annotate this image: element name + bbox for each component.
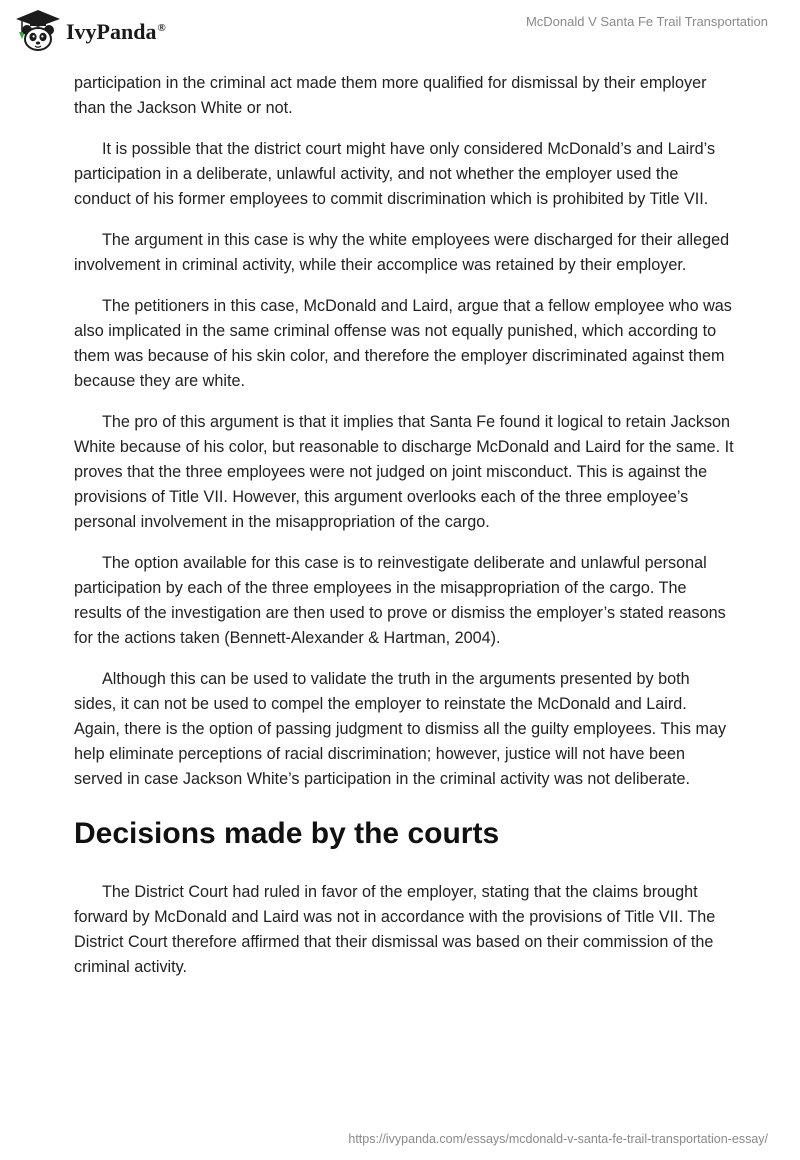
source-url-link[interactable]: https://ivypanda.com/essays/mcdonald-v-santa-fe-trail-transportation-essay/ (348, 1132, 768, 1146)
registered-mark: ® (157, 21, 166, 34)
paragraph: It is possible that the district court might have only considered McDonald’s and Laird’s participation in a deliberate, unlawful activity, and not whether the employer used the conduct of his former employees to commit discrimination which is prohibited by Title VII. (74, 140, 716, 208)
section-heading: Decisions made by the courts (74, 817, 500, 850)
paragraph: The District Court had ruled in favor of the employer, stating that the claims brought forward by McDonald and Laird was not in accordance with the provisions of Title VII. The District Court therefore affirmed that their dismissal was based on their commission of the criminal activity. (74, 883, 716, 976)
panda-graduate-icon (14, 8, 62, 52)
essay-body (74, 71, 734, 996)
paragraph: The petitioners in this case, McDonald and Laird, argue that a fellow employee who was also implicated in the same criminal offense was not equally punished, which according to them was because of his skin color, and therefore the employer discriminated against them because they are white. (74, 297, 732, 390)
ivypanda-logo[interactable] (14, 8, 166, 52)
document-title: McDonald V Santa Fe Trail Transportation (525, 14, 768, 29)
paragraph: The option available for this case is to reinvestigate deliberate and unlawful personal participation by each of the three employees in the misappropriation of the cargo. The results of the investigation are then used to prove or dismiss the employer’s stated reasons for the actions taken (Bennett-Alexander & Hartman, 2004). (74, 554, 726, 647)
page-header (0, 0, 800, 62)
paragraph: participation in the criminal act made them more qualified for dismissal by their employer than the Jackson White or not. (74, 74, 707, 117)
paragraph: Although this can be used to validate the truth in the arguments presented by both sides, it can not be used to compel the employer to reinstate the McDonald and Laird. Again, there is the option of passing judgment to dismiss all the guilty employees. This may help eliminate perceptions of racial discrimination; however, justice will not have been served in case Jackson White’s participation in the criminal activity was not deliberate. (74, 670, 727, 788)
paragraph: The pro of this argument is that it implies that Santa Fe found it logical to retain Jackson White because of his color, but reasonable to discharge McDonald and Laird for the same. It proves that the three employees were not judged on joint misconduct. This is against the provisions of Title VII. However, this argument overlooks each of the three employee’s personal involvement in the misappropriation of the cargo. (74, 413, 734, 531)
brand-name: IvyPanda® (66, 19, 166, 44)
paragraph: The argument in this case is why the white employees were discharged for their alleged involvement in criminal activity, while their accomplice was retained by their employer. (74, 231, 730, 274)
